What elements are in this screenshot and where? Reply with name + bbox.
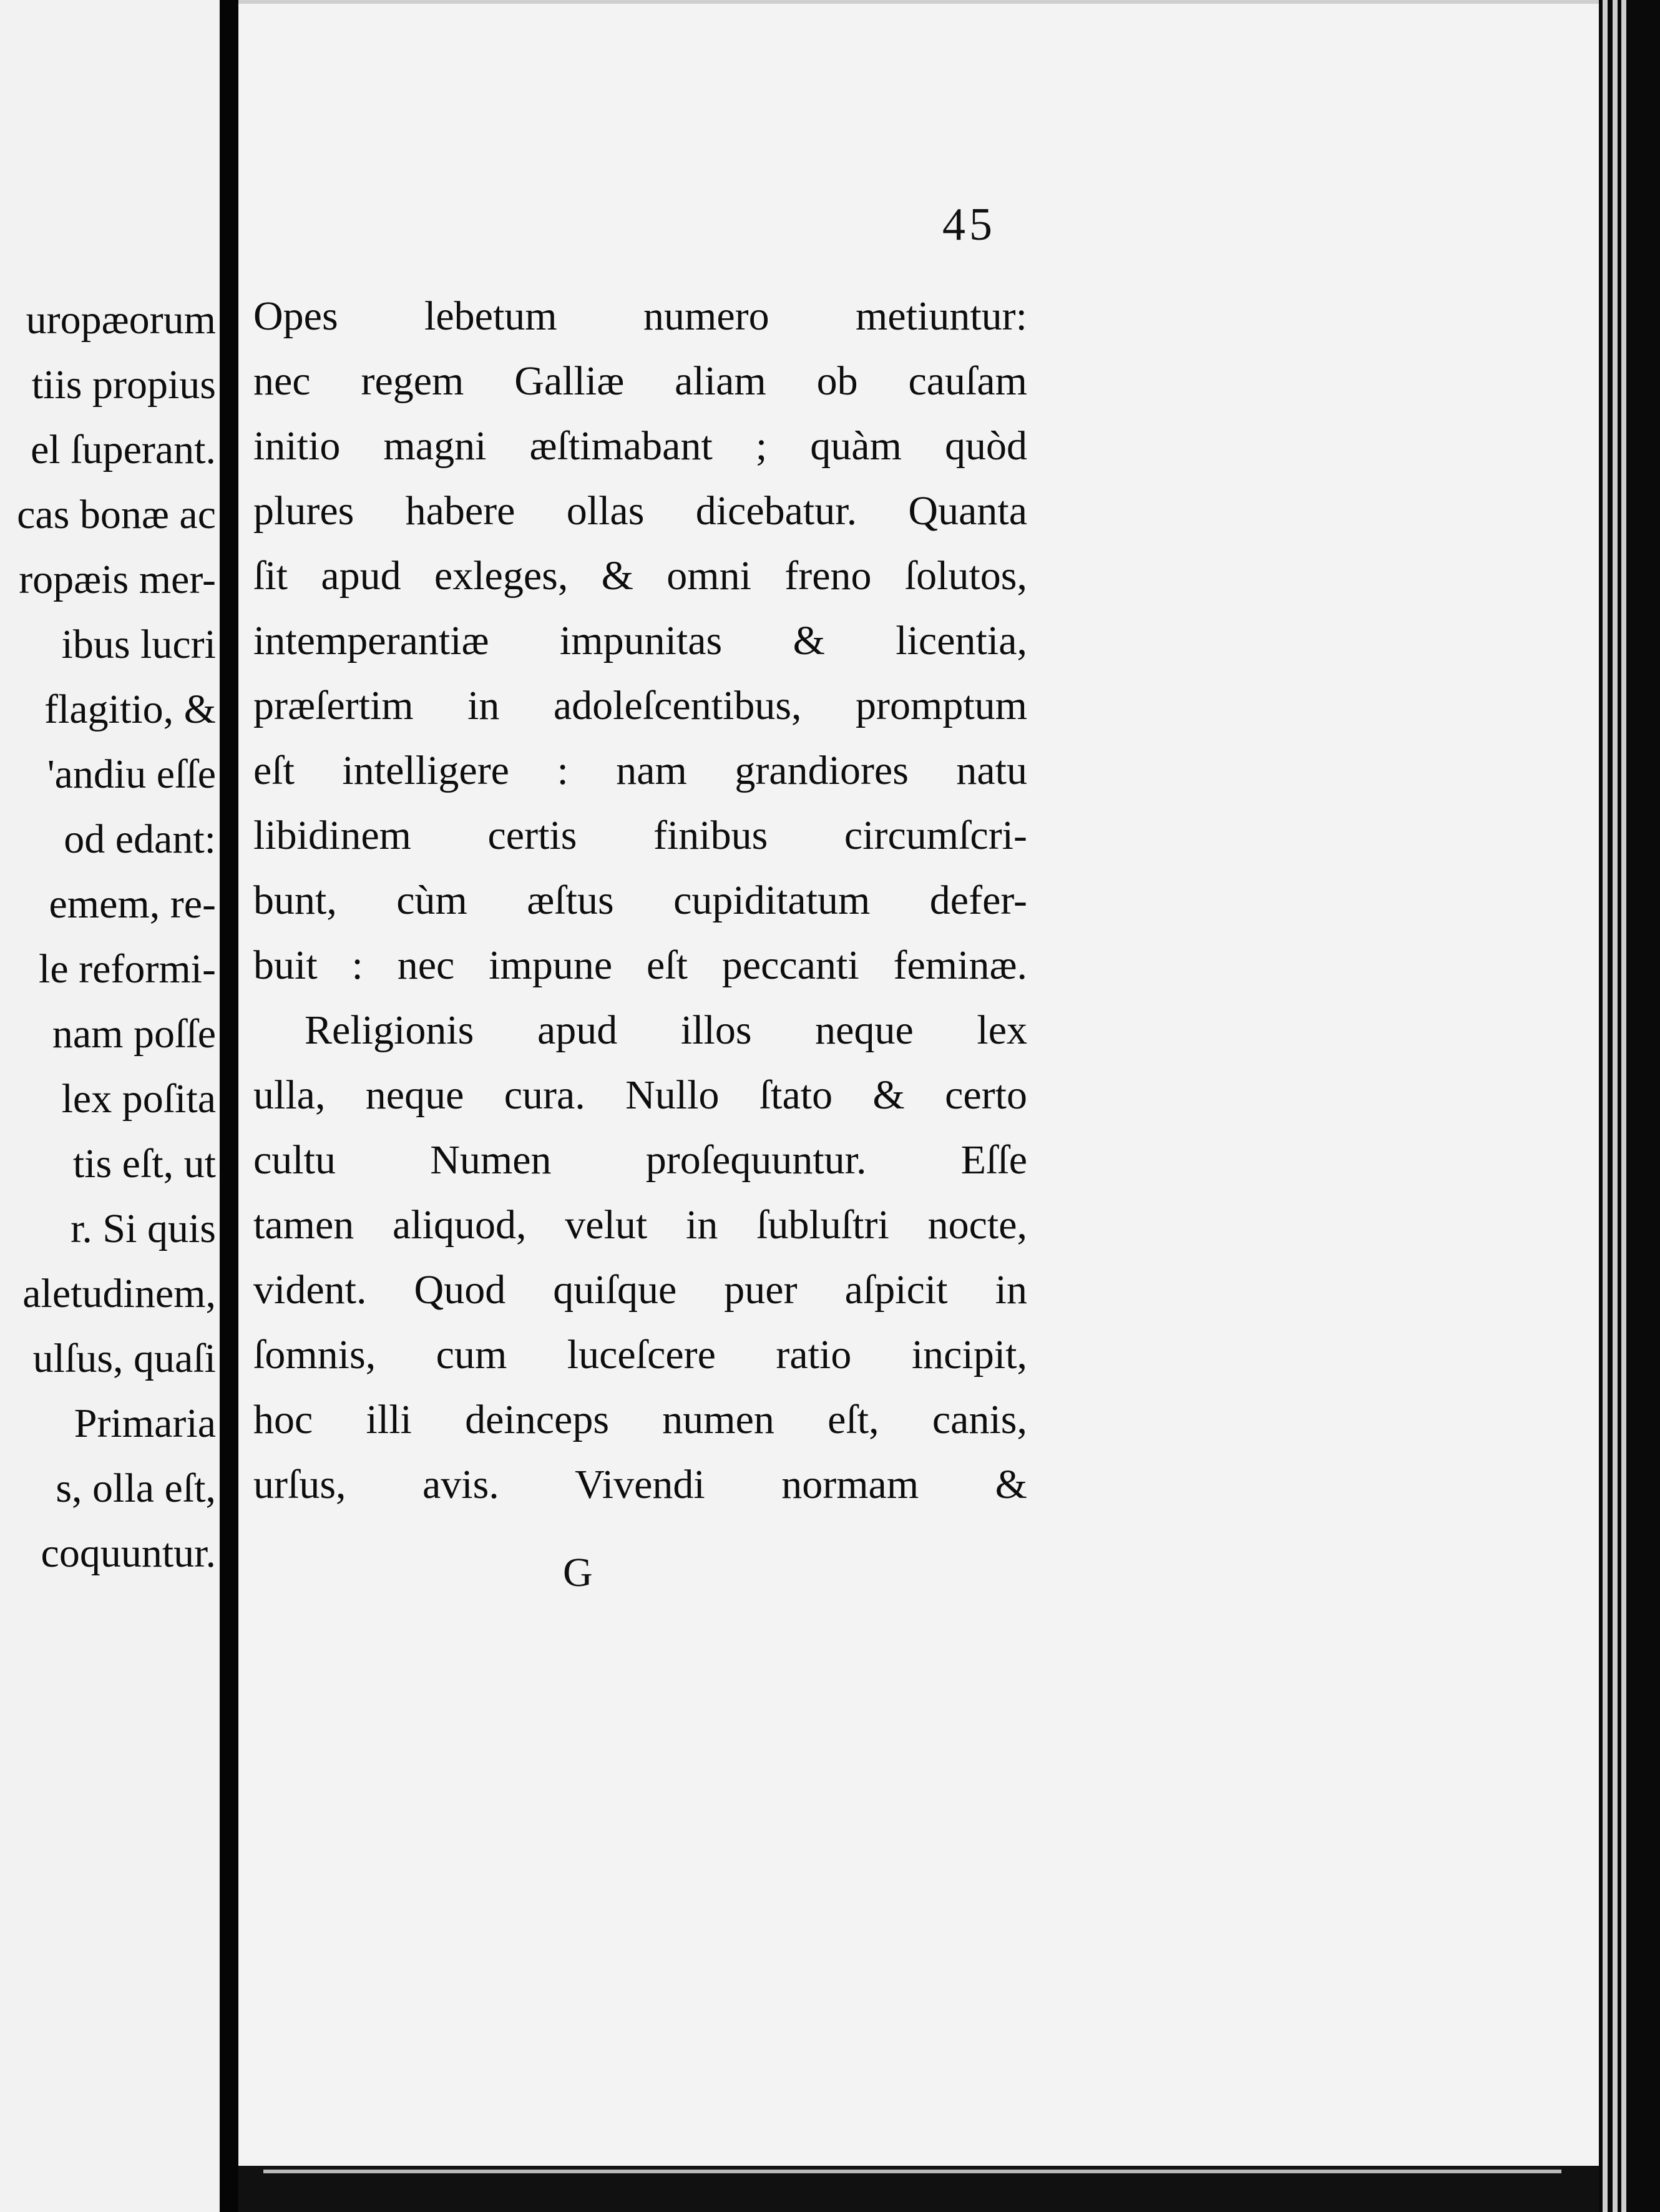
body-line: eſt intelligere : nam grandiores natu [253, 748, 1027, 793]
page-number: 45 [942, 199, 996, 250]
bottom-edge-rule [263, 2170, 1561, 2173]
facing-line: el ſuperant. [31, 427, 216, 472]
body-line: urſus, avis. Vivendi normam & [253, 1462, 1027, 1507]
body-line: intemperantiæ impunitas & licentia, [253, 618, 1027, 663]
facing-line: s, olla eſt, [56, 1466, 216, 1511]
facing-line: uropæorum [26, 297, 216, 343]
signature-mark: G [563, 1550, 593, 1595]
facing-line: cas bonæ ac [17, 492, 216, 537]
facing-line: ulſus, quaſi [32, 1336, 216, 1381]
main-page [238, 0, 1599, 2212]
body-line: buit : nec impune eſt peccanti feminæ. [253, 942, 1027, 988]
book-gutter [220, 0, 238, 2212]
body-line: ſomnis, cum luceſcere ratio incipit, [253, 1332, 1027, 1378]
body-line: hoc illi deinceps numen eſt, canis, [253, 1397, 1027, 1442]
body-line: cultu Numen proſequuntur. Eſſe [253, 1137, 1027, 1183]
facing-line: lex poſita [61, 1076, 216, 1122]
body-line: plures habere ollas dicebatur. Quanta [253, 488, 1027, 534]
facing-line: coquuntur. [41, 1530, 216, 1576]
facing-line: nam poſſe [52, 1011, 216, 1057]
body-line: libidinem certis finibus circumſcri- [253, 813, 1027, 858]
body-line: præſertim in adoleſcentibus, promptum [253, 683, 1027, 728]
facing-line: tis eſt, ut [72, 1141, 216, 1187]
facing-line: od edant: [64, 816, 216, 862]
page-bottom-edge [238, 2166, 1599, 2212]
body-line: vident. Quod quiſque puer aſpicit in [253, 1267, 1027, 1313]
body-line: Opes lebetum numero metiuntur: [253, 293, 1027, 339]
body-line: ulla, neque cura. Nullo ſtato & certo [253, 1072, 1027, 1118]
body-line: ſit apud exleges, & omni freno ſolutos, [253, 553, 1027, 599]
page-edge-sheet [1603, 0, 1608, 2212]
body-line: nec regem Galliæ aliam ob cauſam [253, 358, 1027, 404]
facing-line: 'andiu eſſe [47, 751, 216, 797]
facing-line: Primaria [74, 1401, 216, 1446]
facing-line: tiis propius [31, 362, 216, 408]
facing-line: aletudinem, [22, 1271, 216, 1316]
facing-line: emem, re- [49, 881, 216, 927]
facing-line: flagitio, & [44, 687, 216, 732]
book-right-edge [1599, 0, 1660, 2212]
body-line: tamen aliquod, velut in ſubluſtri nocte, [253, 1202, 1027, 1248]
body-line: bunt, cùm æſtus cupiditatum defer- [253, 878, 1027, 923]
facing-line: r. Si quis [71, 1206, 216, 1251]
body-line: initio magni æſtimabant ; quàm quòd [253, 423, 1027, 469]
facing-line: ropæis mer- [19, 557, 216, 602]
page-edge-sheet [1621, 0, 1626, 2212]
facing-line: le reformi- [38, 946, 216, 992]
page-edge-sheet [1613, 0, 1618, 2212]
facing-page-fragment [0, 0, 220, 2212]
page-top-edge [238, 0, 1599, 4]
facing-line: ibus lucri [61, 622, 216, 667]
paragraph-first-line: Religionis apud illos neque lex [305, 1007, 1027, 1053]
